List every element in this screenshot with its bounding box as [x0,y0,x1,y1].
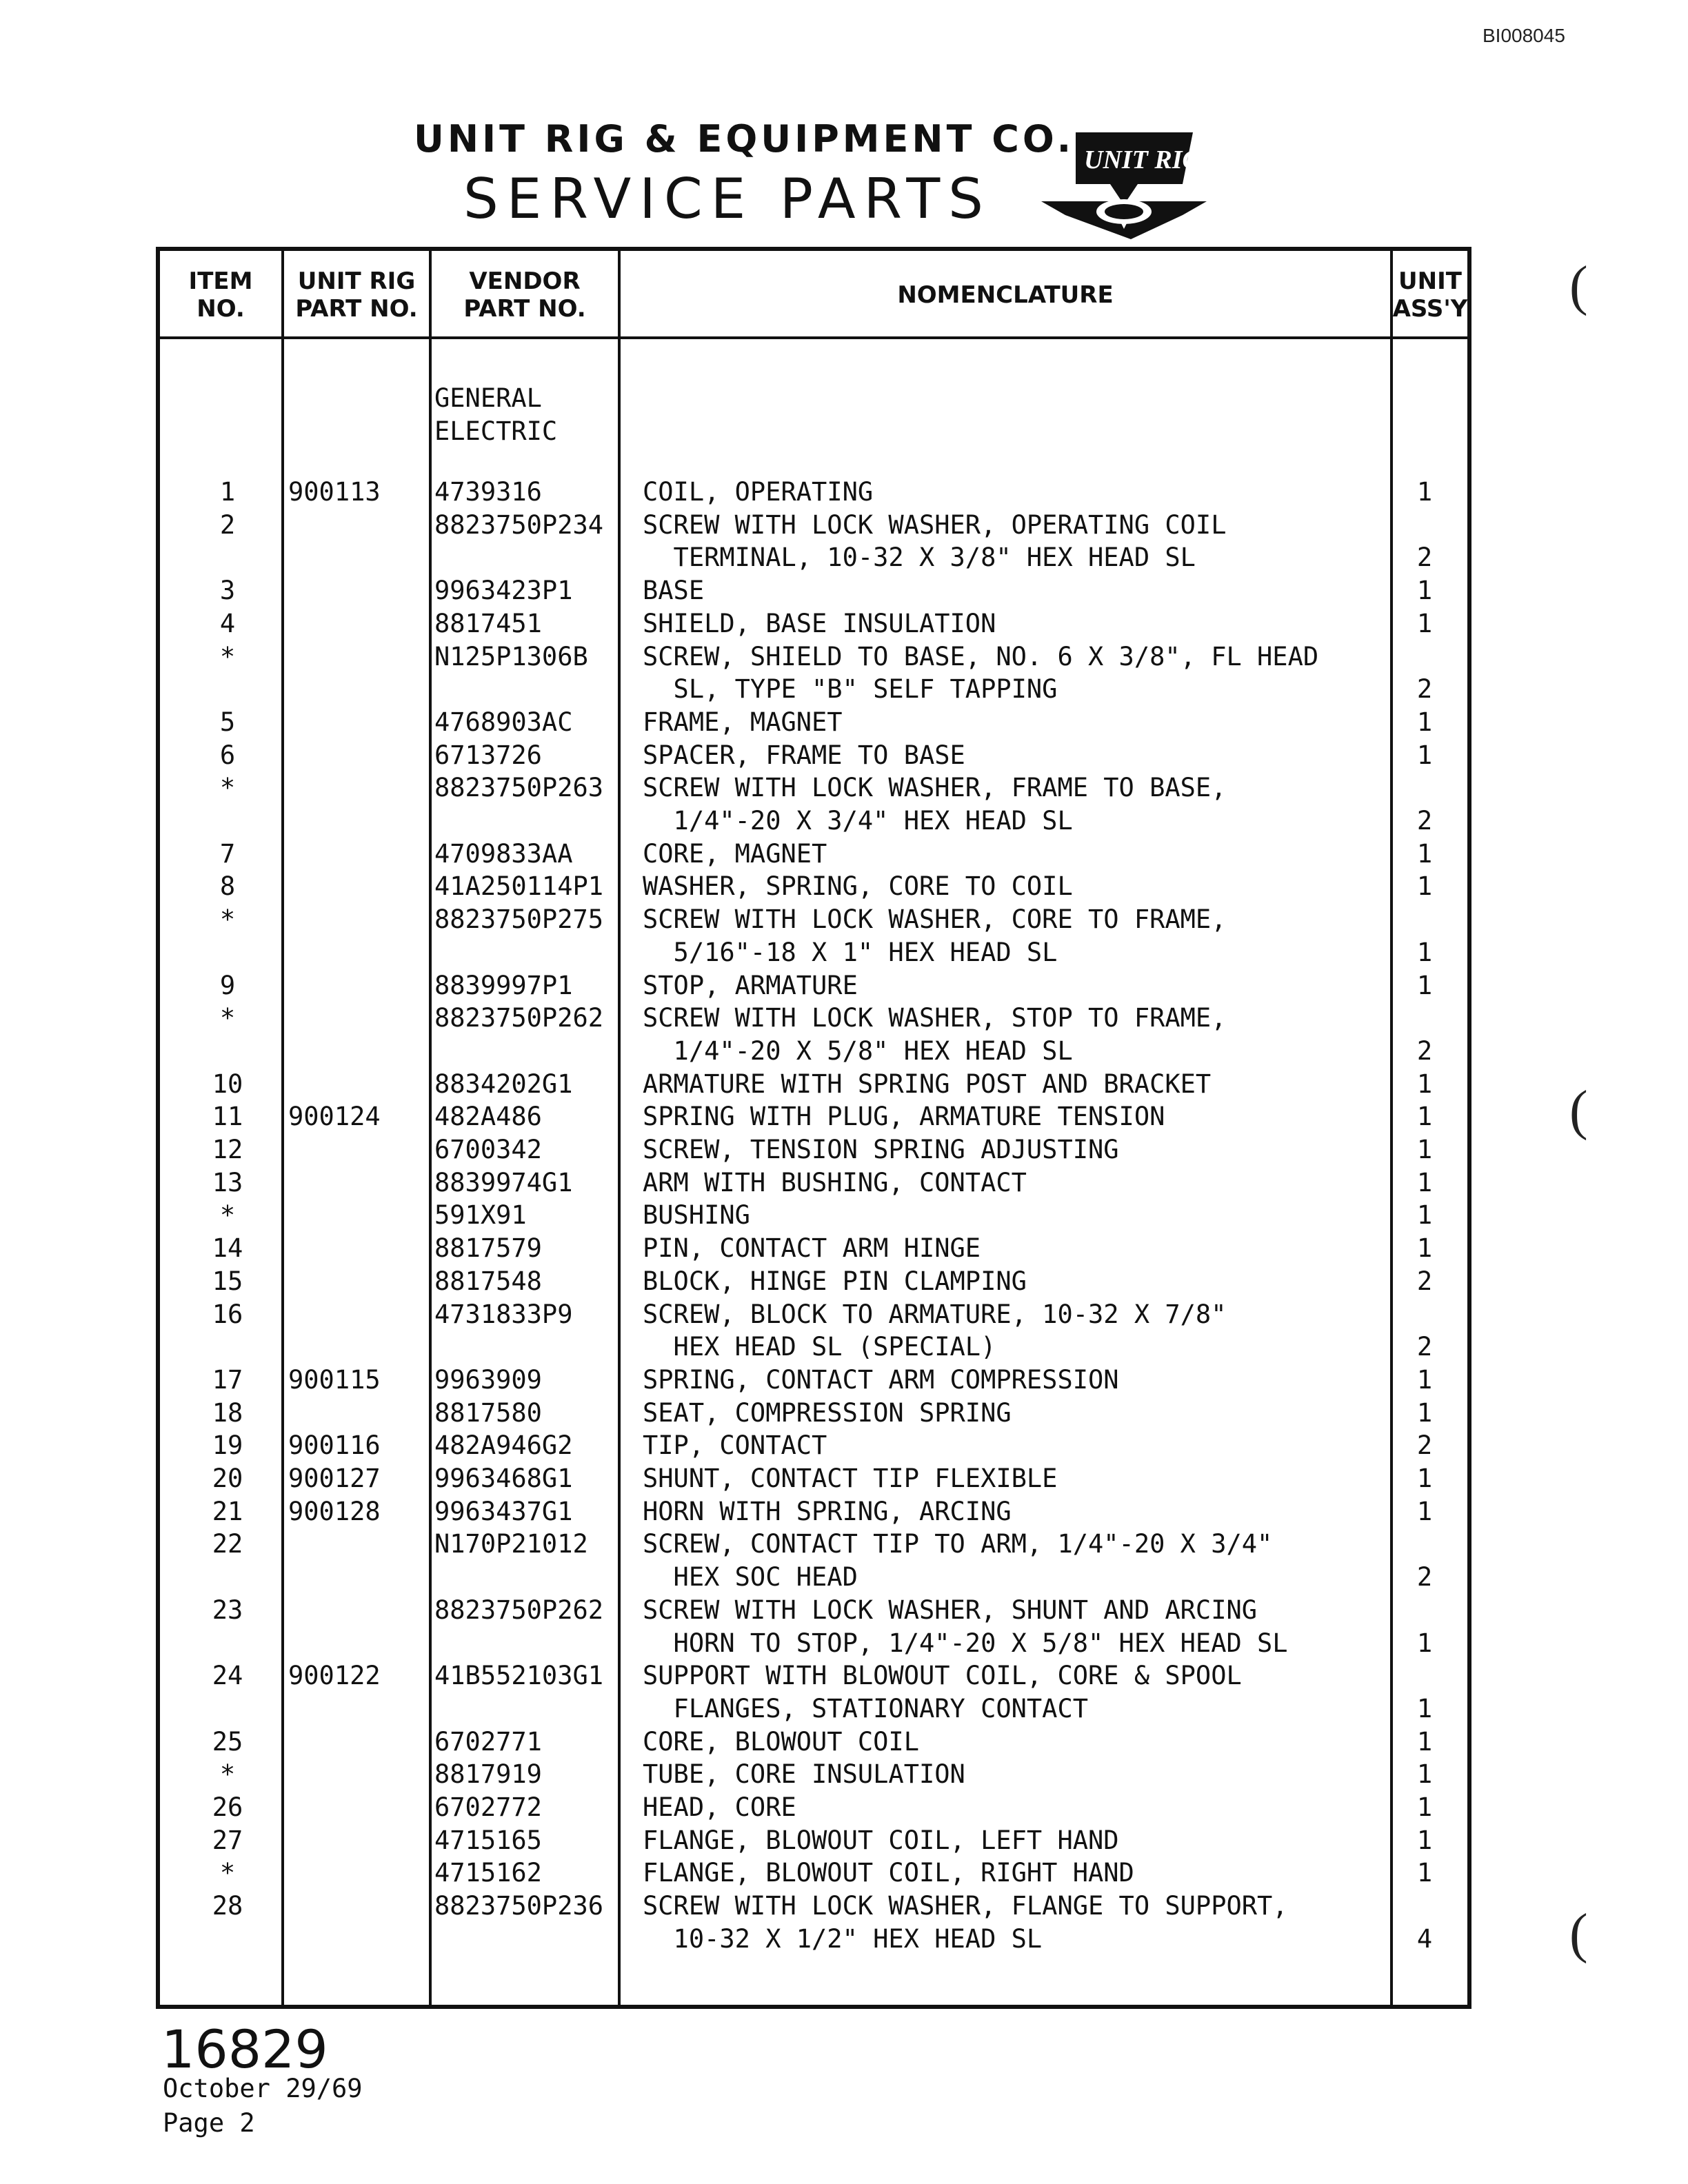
nomenclature-continuation: HEX SOC HEAD [643,1562,858,1593]
nomenclature: CORE, MAGNET [643,838,827,869]
nomenclature: HEAD, CORE [643,1792,796,1822]
vendor-part-no: 41A250114P1 [434,871,604,902]
item-no: 6 [219,740,236,770]
nomenclature: SPRING WITH PLUG, ARMATURE TENSION [643,1102,1165,1132]
qty-cell-row [0,1168,1688,1201]
vendor-part-no: 4768903AC [434,707,573,737]
item-no: * [219,1200,236,1231]
vendor-part-no: 482A486 [434,1102,542,1132]
unit-assy-qty: 1 [1416,1364,1433,1395]
qty-cell-row [0,1694,1688,1727]
item-no: 17 [212,1364,243,1395]
nomenclature: SCREW, BLOCK TO ARMATURE, 10-32 X 7/8" [643,1299,1227,1329]
nomenclature-continuation: HORN TO STOP, 1/4"-20 X 5/8" HEX HEAD SL [643,1628,1288,1658]
nomenclature: FRAME, MAGNET [643,707,843,737]
unit-assy-qty: 4 [1416,1923,1433,1954]
vendor-part-no: 8817451 [434,608,542,638]
qty-cell-row [0,1628,1688,1661]
nomenclature: BASE [643,576,705,606]
unit-rig-part-no: 900115 [288,1364,381,1395]
item-no: * [219,904,236,935]
nomenclature: SCREW WITH LOCK WASHER, FLANGE TO SUPPORT, [643,1891,1288,1921]
qty-cell-row [0,806,1688,839]
qty-cell-row [0,1826,1688,1859]
unit-assy-qty: 1 [1416,1200,1433,1231]
item-no: 16 [212,1299,243,1329]
unit-assy-qty: 1 [1416,1102,1433,1132]
unit-rig-part-no: 900128 [288,1496,381,1526]
nomenclature-continuation: HEX HEAD SL (SPECIAL) [643,1332,996,1362]
vendor-part-no: 8834202G1 [434,1069,573,1099]
vendor-part-no: 8823750P236 [434,1891,604,1921]
qty-cell-row [0,1858,1688,1891]
nomenclature: FLANGE, BLOWOUT COIL, RIGHT HAND [643,1858,1134,1888]
unit-assy-qty: 2 [1416,1035,1433,1066]
item-no: 18 [212,1397,243,1428]
unit-assy-qty: 1 [1416,1135,1433,1164]
nomenclature: SCREW WITH LOCK WASHER, SHUNT AND ARCING [643,1595,1258,1625]
unit-assy-qty: 1 [1416,1496,1433,1526]
item-no: 3 [219,576,236,606]
vendor-part-no: 8817548 [434,1266,542,1296]
unit-assy-qty: 1 [1416,1792,1433,1822]
margin-mark: ( [1569,1903,1588,1964]
table-row [0,1891,1688,1924]
vendor-part-no: 8823750P234 [434,509,604,540]
qty-cell-row [0,1924,1688,1957]
nomenclature: SHUNT, CONTACT TIP FLEXIBLE [643,1464,1058,1493]
qty-cell-row [0,971,1688,1004]
vendor-part-no: 8823750P263 [434,773,604,803]
vendor-part-no: 8817579 [434,1233,542,1264]
unit-assy-qty: 1 [1416,1825,1433,1855]
vendor-part-no: 591X91 [434,1200,527,1231]
unit-assy-qty: 1 [1416,1233,1433,1264]
item-no: 10 [212,1069,243,1099]
item-no: 14 [212,1233,243,1264]
item-no: * [219,773,236,803]
item-no: 25 [212,1726,243,1757]
nomenclature-continuation: FLANGES, STATIONARY CONTACT [643,1693,1089,1723]
qty-cell-row [0,938,1688,971]
nomenclature: FLANGE, BLOWOUT COIL, LEFT HAND [643,1825,1119,1855]
item-no: 7 [219,838,236,869]
header-divider [160,336,1467,339]
nomenclature-continuation: 5/16"-18 X 1" HEX HEAD SL [643,937,1058,967]
nomenclature: TIP, CONTACT [643,1430,827,1461]
vendor-part-no: 6702771 [434,1726,542,1757]
item-no: 5 [219,707,236,737]
item-no: 2 [219,509,236,540]
item-no: 20 [212,1464,243,1493]
vendor-part-no: 8839997P1 [434,970,573,1000]
nomenclature: TUBE, CORE INSULATION [643,1759,965,1790]
vendor-part-no: 4739316 [434,477,542,507]
header-vendor-part-no: VENDOR PART NO. [463,267,586,323]
qty-cell-row [0,740,1688,774]
nomenclature-continuation: 1/4"-20 X 3/4" HEX HEAD SL [643,806,1073,836]
page-title: SERVICE PARTS [463,167,992,231]
vendor-part-no: N125P1306B [434,641,588,671]
nomenclature: ARMATURE WITH SPRING POST AND BRACKET [643,1069,1212,1099]
item-no: * [219,1858,236,1888]
qty-cell-row [0,1332,1688,1365]
unit-assy-qty: 1 [1416,1464,1433,1493]
table-row [0,904,1688,938]
page-number: Page 2 [163,2108,255,2138]
qty-cell-row [0,1497,1688,1530]
document-id: BI008045 [1483,25,1565,46]
nomenclature: BUSHING [643,1200,750,1231]
unit-assy-qty: 2 [1416,1266,1433,1296]
vendor-part-no: 8823750P275 [434,904,604,935]
margin-mark: ( [1569,1080,1588,1141]
unit-assy-qty: 1 [1416,937,1433,967]
item-no: 23 [212,1595,243,1625]
nomenclature-continuation: TERMINAL, 10-32 X 3/8" HEX HEAD SL [643,543,1196,573]
vendor-part-no: 4709833AA [434,838,573,869]
vendor-part-no: 6702772 [434,1792,542,1822]
item-no: 12 [212,1135,243,1164]
item-no: * [219,1003,236,1033]
item-no: 24 [212,1661,243,1691]
nomenclature: SCREW, TENSION SPRING ADJUSTING [643,1135,1119,1164]
qty-cell-row [0,1200,1688,1233]
vendor-part-no: N170P21012 [434,1529,588,1559]
qty-cell-row [0,1792,1688,1826]
vendor-part-no: 9963909 [434,1364,542,1395]
unit-assy-qty: 1 [1416,1628,1433,1658]
item-no: 1 [219,477,236,507]
unit-rig-part-no: 900122 [288,1661,381,1691]
document-date: October 29/69 [163,2074,363,2103]
nomenclature-continuation: 10-32 X 1/2" HEX HEAD SL [643,1923,1043,1954]
vendor-part-no: 6713726 [434,740,542,770]
vendor-part-no: 482A946G2 [434,1430,573,1461]
nomenclature: WASHER, SPRING, CORE TO COIL [643,871,1073,902]
item-no: 27 [212,1825,243,1855]
qty-cell-row [0,1036,1688,1069]
nomenclature: ARM WITH BUSHING, CONTACT [643,1167,1027,1197]
item-no: * [219,1759,236,1790]
vendor-part-no: 8823750P262 [434,1595,604,1625]
vendor-part-no: 4731833P9 [434,1299,573,1329]
table-row [0,773,1688,806]
qty-cell-row [0,871,1688,904]
item-no: 4 [219,608,236,638]
unit-assy-qty: 1 [1416,1726,1433,1757]
document-number: 16829 [161,2019,328,2080]
vendor-part-no: 8823750P262 [434,1003,604,1033]
unit-assy-qty: 1 [1416,608,1433,638]
qty-cell-row [0,477,1688,510]
unit-assy-qty: 2 [1416,674,1433,705]
nomenclature: SCREW WITH LOCK WASHER, FRAME TO BASE, [643,773,1227,803]
unit-assy-qty: 1 [1416,1397,1433,1428]
vendor-part-no: 9963423P1 [434,576,573,606]
header-item-no: ITEM NO. [188,267,253,323]
qty-cell-row [0,543,1688,576]
nomenclature: SEAT, COMPRESSION SPRING [643,1397,1012,1428]
header-unit-assy: UNIT ASS'Y [1392,267,1468,323]
item-no: 8 [219,871,236,902]
unit-rig-part-no: 900124 [288,1102,381,1132]
item-no: * [219,641,236,671]
qty-cell-row [0,1102,1688,1135]
table-row [0,1595,1688,1628]
unit-assy-qty: 1 [1416,477,1433,507]
unit-assy-qty: 1 [1416,970,1433,1000]
company-name: UNIT RIG & EQUIPMENT CO. [414,117,1075,161]
qty-cell-row [0,1135,1688,1168]
item-no: 26 [212,1792,243,1822]
item-no: 19 [212,1430,243,1461]
item-no: 22 [212,1529,243,1559]
nomenclature: SUPPORT WITH BLOWOUT COIL, CORE & SPOOL [643,1661,1242,1691]
vendor-part-no: 41B552103G1 [434,1661,604,1691]
nomenclature: SCREW WITH LOCK WASHER, CORE TO FRAME, [643,904,1227,935]
qty-cell-row [0,1430,1688,1464]
qty-cell-row [0,1398,1688,1431]
logo-text: UNIT RIG [1084,145,1201,174]
unit-assy-qty: 1 [1416,1693,1433,1723]
header-nomenclature: NOMENCLATURE [897,281,1114,309]
nomenclature: BLOCK, HINGE PIN CLAMPING [643,1266,1027,1296]
unit-assy-qty: 2 [1416,1562,1433,1593]
unit-assy-qty: 1 [1416,871,1433,902]
unit-assy-qty: 2 [1416,543,1433,573]
nomenclature: CORE, BLOWOUT COIL [643,1726,919,1757]
item-no: 9 [219,970,236,1000]
nomenclature: SCREW WITH LOCK WASHER, STOP TO FRAME, [643,1003,1227,1033]
qty-cell-row [0,839,1688,872]
qty-cell-row [0,1464,1688,1497]
item-no: 15 [212,1266,243,1296]
unit-assy-qty: 2 [1416,806,1433,836]
qty-cell-row [0,674,1688,707]
nomenclature: SCREW WITH LOCK WASHER, OPERATING COIL [643,509,1227,540]
unit-assy-qty: 2 [1416,1332,1433,1362]
vendor-part-no: 9963437G1 [434,1496,573,1526]
unit-rig-part-no: 900113 [288,477,381,507]
item-no: 13 [212,1167,243,1197]
table-row [0,642,1688,675]
nomenclature: SCREW, CONTACT TIP TO ARM, 1/4"-20 X 3/4" [643,1529,1273,1559]
nomenclature: SHIELD, BASE INSULATION [643,608,996,638]
unit-assy-qty: 1 [1416,1858,1433,1888]
unit-rig-logo [1034,119,1214,243]
qty-cell-row [0,1727,1688,1760]
unit-rig-part-no: 900127 [288,1464,381,1493]
nomenclature: STOP, ARMATURE [643,970,858,1000]
table-row [0,1661,1688,1694]
unit-assy-qty: 1 [1416,576,1433,606]
vendor-part-no: 9963468G1 [434,1464,573,1493]
unit-assy-qty: 2 [1416,1430,1433,1461]
table-row [0,510,1688,543]
unit-assy-qty: 1 [1416,1759,1433,1790]
nomenclature: SCREW, SHIELD TO BASE, NO. 6 X 3/8", FL HEAD [643,641,1319,671]
header-unit-rig-part-no: UNIT RIG PART NO. [295,267,418,323]
nomenclature: SPRING, CONTACT ARM COMPRESSION [643,1364,1119,1395]
table-row [0,1003,1688,1036]
vendor-part-no: 8817580 [434,1397,542,1428]
qty-cell-row [0,1562,1688,1595]
qty-cell-row [0,1365,1688,1398]
vendor-part-no: 8817919 [434,1759,542,1790]
vendor-part-no: 8839974G1 [434,1167,573,1197]
nomenclature: PIN, CONTACT ARM HINGE [643,1233,981,1264]
nomenclature: HORN WITH SPRING, ARCING [643,1496,1012,1526]
unit-assy-qty: 1 [1416,838,1433,869]
item-no: 28 [212,1891,243,1921]
qty-cell-row [0,1069,1688,1102]
qty-cell-row [0,1266,1688,1300]
qty-cell-row [0,1759,1688,1792]
qty-cell-row [0,609,1688,642]
vendor-part-no: 6700342 [434,1135,542,1164]
table-row [0,1529,1688,1562]
unit-assy-qty: 1 [1416,1167,1433,1197]
vendor-part-no: 4715162 [434,1858,542,1888]
vendor-part-no: 4715165 [434,1825,542,1855]
nomenclature: SPACER, FRAME TO BASE [643,740,965,770]
unit-assy-qty: 1 [1416,1069,1433,1099]
unit-assy-qty: 1 [1416,740,1433,770]
qty-cell-row [0,1233,1688,1266]
nomenclature-continuation: 1/4"-20 X 5/8" HEX HEAD SL [643,1035,1073,1066]
qty-cell-row [0,707,1688,740]
qty-cell-row [0,576,1688,609]
nomenclature: COIL, OPERATING [643,477,874,507]
item-no: 21 [212,1496,243,1526]
table-row [0,1300,1688,1333]
margin-mark: ( [1569,256,1588,316]
item-no: 11 [212,1102,243,1132]
nomenclature-continuation: SL, TYPE "B" SELF TAPPING [643,674,1058,705]
unit-rig-part-no: 900116 [288,1430,381,1461]
unit-assy-qty: 1 [1416,707,1433,737]
vendor-group-label: GENERAL ELECTRIC [434,383,558,446]
